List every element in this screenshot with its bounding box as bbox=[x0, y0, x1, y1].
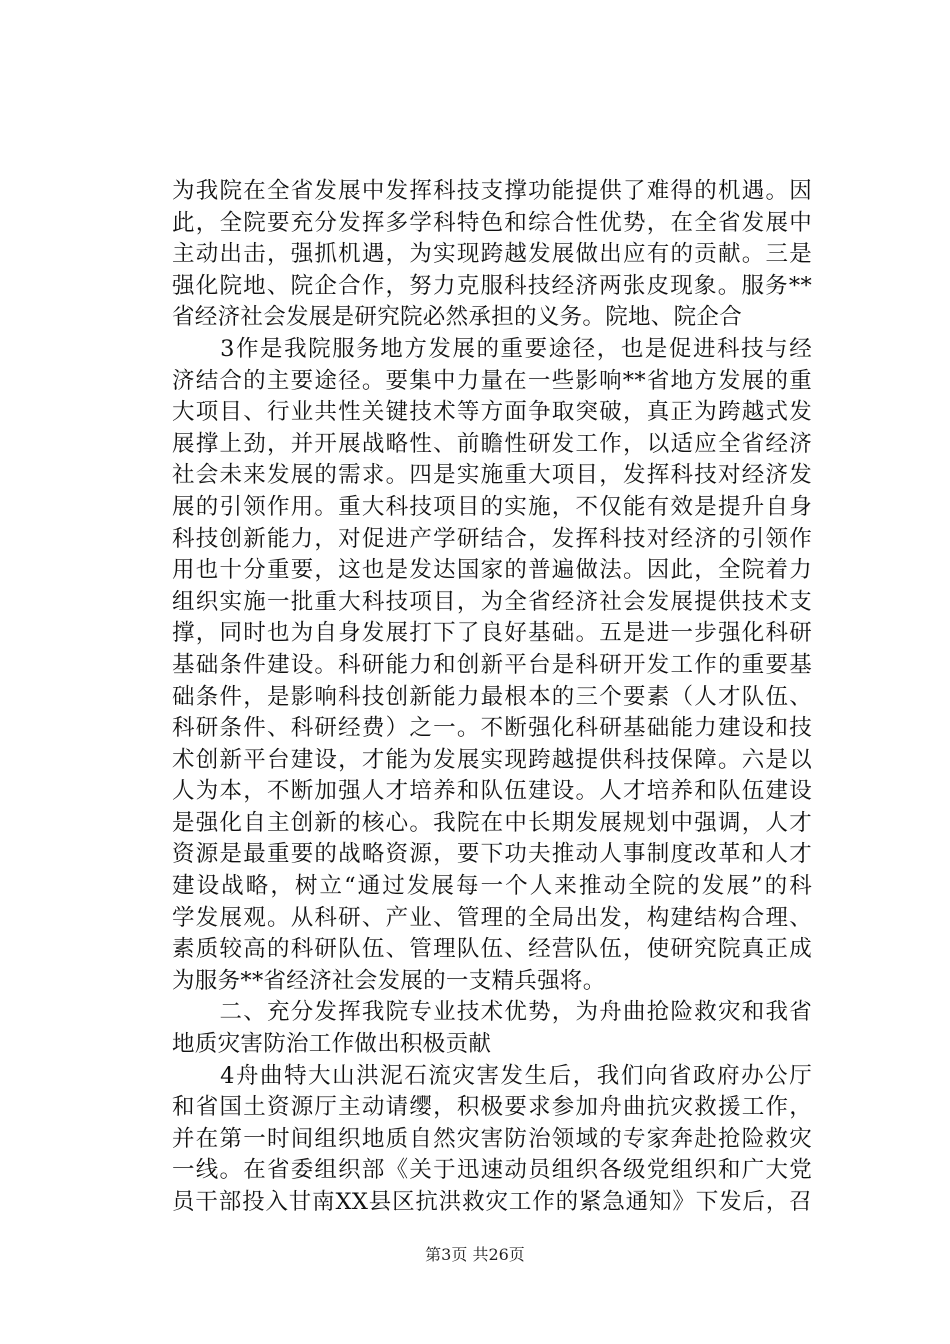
body-text bbox=[172, 176, 812, 1219]
text-line: 用也十分重要，这也是发达国家的普遍做法。因此，全院着力 bbox=[172, 557, 812, 584]
text-line: 大项目、行业共性关键技术等方面争取突破，真正为跨越式发 bbox=[172, 399, 812, 426]
text-line: 科研条件、科研经费）之一。不断强化科研基础能力建设和技 bbox=[172, 715, 812, 742]
text-line: 此，全院要充分发挥多学科特色和综合性优势，在全省发展中 bbox=[172, 209, 812, 236]
text-line: 并在第一时间组织地质自然灾害防治领域的专家奔赴抢险救灾 bbox=[172, 1125, 812, 1152]
text-line: 建设战略，树立“通过发展每一个人来推动全院的发展”的科 bbox=[172, 873, 812, 900]
page-footer: 第3页 共26页 bbox=[425, 1245, 525, 1264]
text-line: 主动出击，强抓机遇，为实现跨越发展做出应有的贡献。三是 bbox=[172, 241, 812, 268]
text-line: 员干部投入甘南XX县区抗洪救灾工作的紧急通知》下发后，召 bbox=[172, 1189, 812, 1215]
text-line: 省经济社会发展是研究院必然承担的义务。院地、院企合 bbox=[172, 304, 743, 331]
text-line: 资源是最重要的战略资源，要下功夫推动人事制度改革和人才 bbox=[172, 841, 812, 868]
text-line: 学发展观。从科研、产业、管理的全局出发，构建结构合理、 bbox=[172, 904, 812, 931]
text-line: 社会未来发展的需求。四是实施重大项目，发挥科技对经济发 bbox=[172, 462, 812, 489]
text-line: 展撑上劲，并开展战略性、前瞻性研发工作，以适应全省经济 bbox=[172, 430, 812, 457]
text-line: 济结合的主要途径。要集中力量在一些影响**省地方发展的重 bbox=[172, 367, 812, 394]
text-line: 展的引领作用。重大科技项目的实施，不仅能有效是提升自身 bbox=[172, 493, 812, 520]
text-line: 础条件，是影响科技创新能力最根本的三个要素（人才队伍、 bbox=[172, 683, 812, 710]
text-line: 一线。在省委组织部《关于迅速动员组织各级党组织和广大党 bbox=[172, 1157, 812, 1184]
text-line: 基础条件建设。科研能力和创新平台是科研开发工作的重要基 bbox=[172, 651, 812, 678]
text-line: 科技创新能力，对促进产学研结合，发挥科技对经济的引领作 bbox=[172, 525, 812, 552]
text-line: 是强化自主创新的核心。我院在中长期发展规划中强调，人才 bbox=[172, 809, 812, 836]
text-line: 3作是我院服务地方发展的重要途径，也是促进科技与经 bbox=[172, 335, 812, 362]
text-line: 4舟曲特大山洪泥石流灾害发生后，我们向省政府办公厅 bbox=[172, 1062, 812, 1089]
text-line: 和省国土资源厅主动请缨，积极要求参加舟曲抗灾救援工作， bbox=[172, 1094, 812, 1121]
text-line: 地质灾害防治工作做出积极贡献 bbox=[172, 1031, 492, 1058]
text-line: 撑，同时也为自身发展打下了良好基础。五是进一步强化科研 bbox=[172, 620, 812, 647]
text-line: 素质较高的科研队伍、管理队伍、经营队伍，使研究院真正成 bbox=[172, 936, 812, 963]
text-line: 组织实施一批重大科技项目，为全省经济社会发展提供技术支 bbox=[172, 588, 812, 615]
text-line: 术创新平台建设，才能为发展实现跨越提供科技保障。六是以 bbox=[172, 746, 812, 773]
text-line: 为我院在全省发展中发挥科技支撑功能提供了难得的机遇。因 bbox=[172, 178, 812, 204]
text-line: 强化院地、院企合作，努力克服科技经济两张皮现象。服务** bbox=[172, 272, 812, 299]
text-line: 人为本，不断加强人才培养和队伍建设。人才培养和队伍建设 bbox=[172, 778, 812, 805]
text-line: 为服务**省经济社会发展的一支精兵强将。 bbox=[172, 967, 606, 994]
text-line: 二、充分发挥我院专业技术优势，为舟曲抢险救灾和我省 bbox=[172, 999, 812, 1026]
